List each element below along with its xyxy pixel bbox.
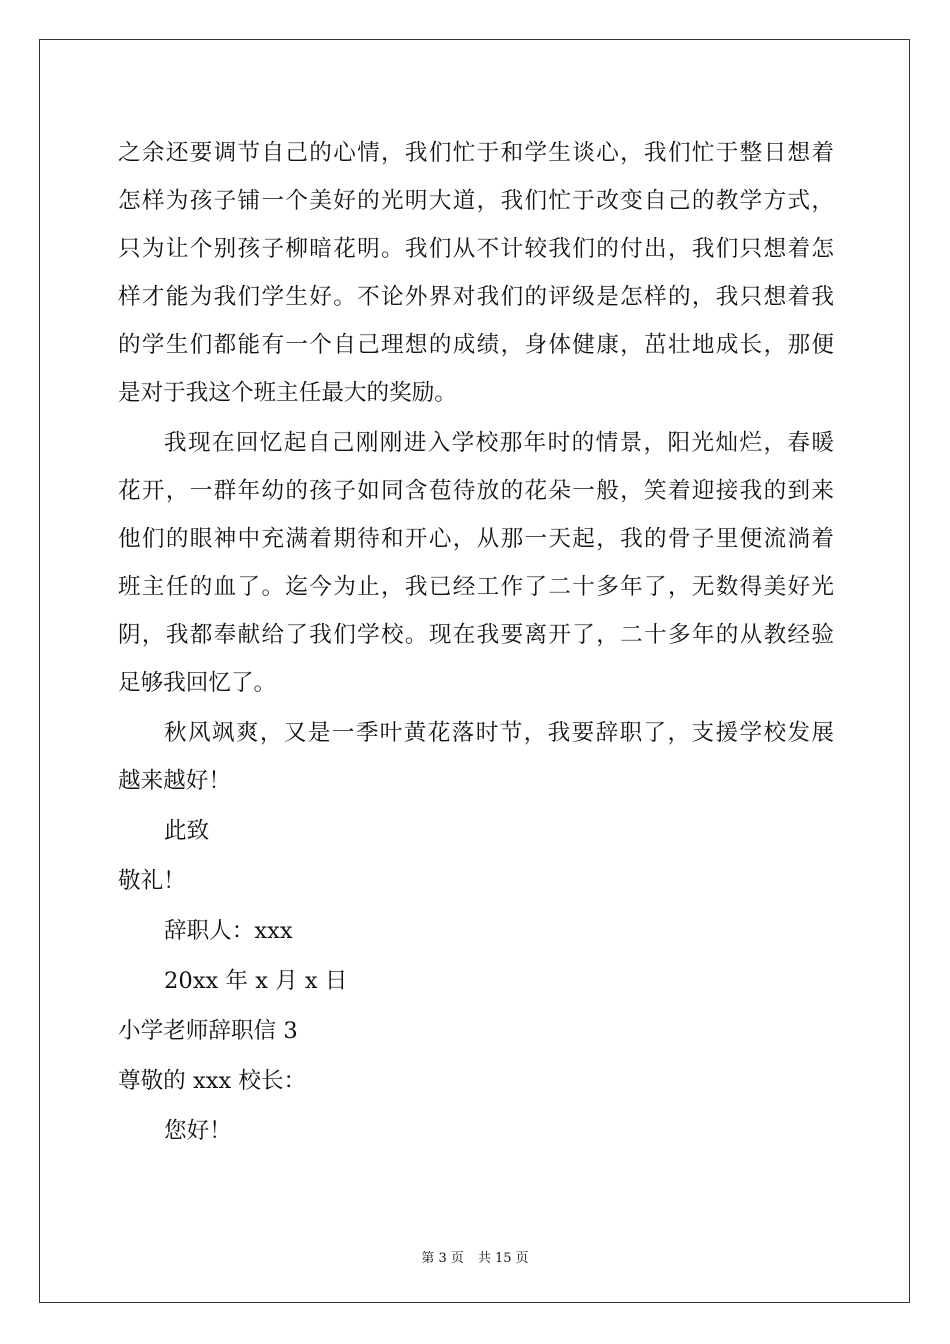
page-total: 共 15 页 [477,1251,529,1266]
salutation: 尊敬的 xxx 校长： [118,1068,307,1094]
closing-regards: 此致 [164,818,210,844]
text-line: 之余还要调节自己的心情，我们忙于和学生谈心，我们忙于整日想着 [118,140,834,166]
text-line: 秋风飒爽，又是一季叶黄花落时节，我要辞职了，支援学校发展 [164,720,834,746]
paragraph-3 [118,709,834,805]
text-line: 越来越好！ [118,768,231,794]
text-line: 只为让个别孩子柳暗花明。我们从不计较我们的付出，我们只想着怎 [118,236,834,262]
greeting: 您好！ [164,1118,232,1144]
paragraph-1 [118,129,834,417]
text-line: 我现在回忆起自己刚刚进入学校那年时的情景，阳光灿烂，春暖 [164,430,834,456]
text-line: 他们的眼神中充满着期待和开心，从那一天起，我的骨子里便流淌着 [118,526,834,552]
text-line: 的学生们都能有一个自己理想的成绩，身体健康，茁壮地成长，那便 [118,332,834,358]
page-footer [0,1247,950,1266]
date-line: 20xx 年 x 月 x 日 [164,968,348,994]
text-line: 样才能为我们学生好。不论外界对我们的评级是怎样的，我只想着我 [118,284,834,310]
text-line: 花开，一群年幼的孩子如同含苞待放的花朵一般，笑着迎接我的到来 [118,478,834,504]
signer-line: 辞职人：xxx [164,918,293,944]
text-line: 足够我回忆了。 [118,670,277,696]
text-line: 是对于我这个班主任最大的奖励。 [118,380,457,406]
text-line: 阴，我都奉献给了我们学校。现在我要离开了，二十多年的从教经验 [118,622,834,648]
page-number: 第 3 页 [421,1251,464,1266]
document-body [118,129,834,1155]
closing-salute: 敬礼！ [118,868,186,894]
text-line: 怎样为孩子铺一个美好的光明大道，我们忙于改变自己的教学方式， [118,188,834,214]
text-line: 班主任的血了。迄今为止，我已经工作了二十多年了，无数得美好光 [118,574,834,600]
paragraph-2 [118,419,834,707]
section-title: 小学老师辞职信 3 [118,1018,298,1044]
